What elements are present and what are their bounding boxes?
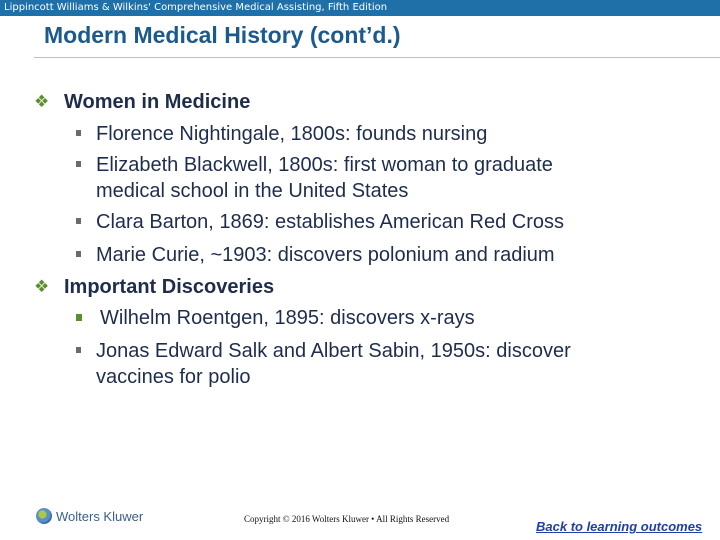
diamond-bullet-icon: ❖ [34, 92, 50, 111]
diamond-bullet-icon: ❖ [34, 277, 50, 296]
logo-icon [36, 508, 52, 524]
square-bullet-icon [76, 218, 81, 224]
list-item-continuation: medical school in the United States [96, 180, 409, 202]
square-bullet-icon [76, 314, 82, 321]
list-item: Jonas Edward Salk and Albert Sabin, 1950s: discover [96, 340, 571, 362]
back-to-learning-outcomes-link[interactable]: Back to learning outcomes [536, 519, 703, 534]
book-title: Lippincott Williams & Wilkins' Comprehensive Medical Assisting, Fifth Edition [4, 2, 388, 13]
square-bullet-icon [76, 130, 81, 136]
list-item: Elizabeth Blackwell, 1800s: first woman to graduate [96, 154, 553, 176]
copyright-notice: Copyright © 2016 Wolters Kluwer • All Rights Reserved [244, 514, 450, 524]
list-item-continuation: vaccines for polio [96, 366, 251, 388]
list-item: Florence Nightingale, 1800s: founds nursing [96, 123, 488, 145]
slide-title: Modern Medical History (cont’d.) [44, 22, 401, 48]
list-item: Clara Barton, 1869: establishes American Red Cross [96, 211, 565, 233]
section-heading-women: Women in Medicine [64, 91, 251, 113]
square-bullet-icon [76, 161, 81, 167]
section-heading-discoveries: Important Discoveries [64, 276, 275, 298]
square-bullet-icon [76, 251, 81, 257]
list-item: Wilhelm Roentgen, 1895: discovers x-rays [100, 307, 475, 329]
logo-text: Wolters Kluwer [56, 508, 144, 524]
wolters-kluwer-logo [36, 507, 143, 525]
square-bullet-icon [76, 347, 81, 353]
list-item: Marie Curie, ~1903: discovers polonium and radium [96, 244, 555, 266]
